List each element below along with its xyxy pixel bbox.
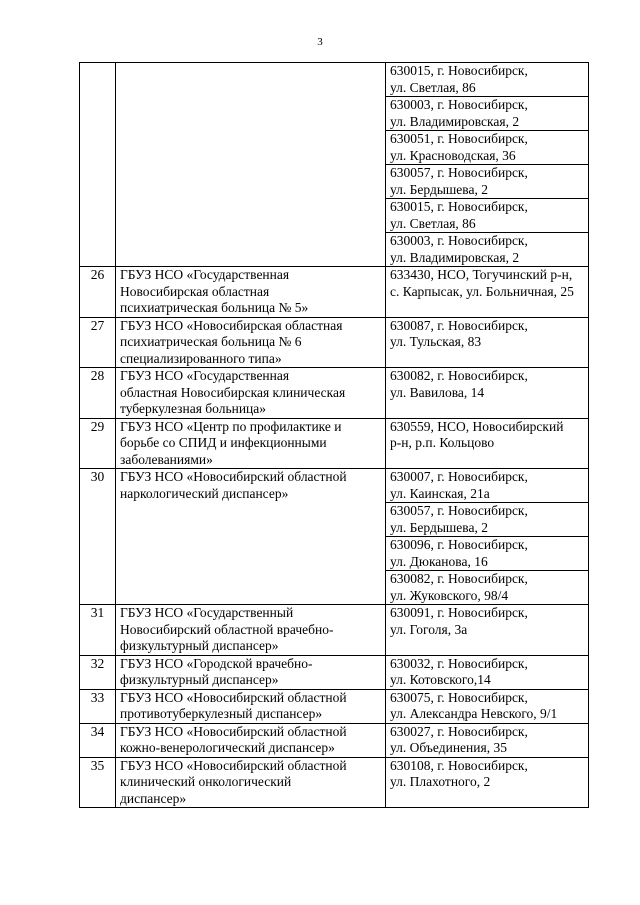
address-cell <box>386 571 589 605</box>
institution-name-line: ГБУЗ НСО «Новосибирская областная <box>120 317 343 333</box>
row-number: 31 <box>80 605 116 656</box>
address-line: 630057, г. Новосибирск, <box>390 165 528 180</box>
table-row <box>80 689 589 723</box>
address-cell <box>386 131 589 165</box>
address-line: 630108, г. Новосибирск, <box>390 757 528 773</box>
row-number: 34 <box>80 723 116 757</box>
institution-name <box>116 689 386 723</box>
address-line: 630096, г. Новосибирск, <box>390 537 528 552</box>
table-row <box>80 655 589 689</box>
address-line: 630051, г. Новосибирск, <box>390 131 528 146</box>
institution-name-line: психиатрическая больница № 6 <box>120 334 302 349</box>
institution-name <box>116 605 386 656</box>
row-number: 35 <box>80 757 116 808</box>
address-cell <box>386 199 589 233</box>
row-number: 28 <box>80 368 116 419</box>
table-row <box>80 469 589 503</box>
institution-name-line: психиатрическая больница № 5» <box>120 300 309 315</box>
address-line: ул. Александра Невского, 9/1 <box>390 706 558 721</box>
table-row <box>80 368 589 419</box>
address-line: ул. Жуковского, 98/4 <box>390 587 509 603</box>
address-line: 630082, г. Новосибирск, <box>390 571 528 586</box>
table-row <box>80 723 589 757</box>
address-line: 630015, г. Новосибирск, <box>390 199 528 214</box>
address-cell <box>386 605 589 656</box>
address-line: ул. Вавилова, 14 <box>390 384 485 400</box>
institution-name <box>116 368 386 419</box>
row-number: 27 <box>80 317 116 368</box>
institution-name-line: кожно-венерологический диспансер» <box>120 740 335 755</box>
institution-name-line: туберкулезная больница» <box>120 401 267 416</box>
address-line: ул. Котовского,14 <box>390 672 491 687</box>
institution-name <box>116 757 386 808</box>
institution-name-line: борьбе со СПИД и инфекционными <box>120 435 327 450</box>
address-line: ул. Бердышева, 2 <box>390 181 488 197</box>
address-line: ул. Красноводская, 36 <box>390 147 516 163</box>
address-line: 630075, г. Новосибирск, <box>390 689 528 705</box>
institution-name-line: физкультурный диспансер» <box>120 672 279 687</box>
institution-name-line: специализированного типа» <box>120 350 282 366</box>
address-line: ул. Светлая, 86 <box>390 215 476 231</box>
address-line: с. Карпысак, ул. Больничная, 25 <box>390 283 574 299</box>
table-row <box>80 757 589 808</box>
address-line: 633430, НСО, Тогучинский р-н, <box>390 267 573 282</box>
institution-name-line: областная Новосибирская клиническая <box>120 384 346 400</box>
institution-name-line: Новосибирская областная <box>120 283 270 299</box>
address-line: ул. Тульская, 83 <box>390 334 482 349</box>
row-number: 32 <box>80 655 116 689</box>
address-cell <box>386 469 589 503</box>
institution-name-line: ГБУЗ НСО «Новосибирский областной <box>120 689 347 705</box>
address-line: 630057, г. Новосибирск, <box>390 503 528 518</box>
address-cell <box>386 267 589 318</box>
address-line: 630015, г. Новосибирск, <box>390 63 528 78</box>
address-line: 630087, г. Новосибирск, <box>390 317 528 333</box>
institutions-table-body <box>80 63 589 808</box>
address-line: р-н, р.п. Кольцово <box>390 435 495 450</box>
table-row <box>80 605 589 656</box>
address-cell <box>386 503 589 537</box>
address-cell <box>386 757 589 808</box>
address-line: 630091, г. Новосибирск, <box>390 605 528 620</box>
table-row <box>80 267 589 318</box>
institution-name-line: физкультурный диспансер» <box>120 638 279 653</box>
table-row <box>80 317 589 368</box>
row-number: 29 <box>80 418 116 469</box>
address-line: ул. Плахотного, 2 <box>390 774 491 789</box>
institution-name <box>116 418 386 469</box>
row-number: 26 <box>80 267 116 318</box>
institution-name-line: противотуберкулезный диспансер» <box>120 706 323 721</box>
address-cell <box>386 368 589 419</box>
institutions-table <box>79 62 589 808</box>
address-cell <box>386 537 589 571</box>
address-line: 630032, г. Новосибирск, <box>390 655 528 671</box>
address-line: ул. Объединения, 35 <box>390 740 507 755</box>
institution-name-line: ГБУЗ НСО «Новосибирский областной <box>120 469 347 484</box>
address-line: 630082, г. Новосибирск, <box>390 368 528 383</box>
row-number: 33 <box>80 689 116 723</box>
address-line: ул. Светлая, 86 <box>390 79 476 95</box>
institution-name <box>116 723 386 757</box>
institution-name-line: ГБУЗ НСО «Государственная <box>120 267 290 282</box>
institution-name-line: ГБУЗ НСО «Городской врачебно- <box>120 655 313 671</box>
address-cell <box>386 689 589 723</box>
institution-name-line: клинический онкологический <box>120 774 292 789</box>
address-line: 630007, г. Новосибирск, <box>390 469 528 484</box>
institution-name <box>116 655 386 689</box>
institution-name-line: наркологический диспансер» <box>120 485 289 501</box>
address-cell <box>386 97 589 131</box>
row-number <box>80 63 116 267</box>
address-line: ул. Владимировская, 2 <box>390 249 520 265</box>
institution-name-line: диспансер» <box>120 790 187 806</box>
institution-name <box>116 63 386 267</box>
address-line: 630027, г. Новосибирск, <box>390 723 528 739</box>
address-cell <box>386 723 589 757</box>
institution-name-line: заболеваниями» <box>120 451 213 467</box>
institution-name-line: ГБУЗ НСО «Центр по профилактике и <box>120 418 342 434</box>
address-line: 630003, г. Новосибирск, <box>390 97 528 112</box>
institution-name-line: ГБУЗ НСО «Новосибирский областной <box>120 723 347 739</box>
address-line: 630559, НСО, Новосибирский <box>390 418 564 434</box>
address-line: ул. Каинская, 21а <box>390 485 490 501</box>
address-cell <box>386 165 589 199</box>
institution-name-line: ГБУЗ НСО «Государственный <box>120 605 294 620</box>
row-number: 30 <box>80 469 116 605</box>
institution-name-line: Новосибирский областной врачебно- <box>120 621 334 637</box>
institution-name-line: ГБУЗ НСО «Государственная <box>120 368 290 383</box>
address-line: ул. Бердышева, 2 <box>390 519 488 535</box>
institution-name <box>116 317 386 368</box>
table-row <box>80 63 589 97</box>
address-cell <box>386 63 589 97</box>
page-number: 3 <box>317 36 323 48</box>
institution-name-line: ГБУЗ НСО «Новосибирский областной <box>120 757 347 773</box>
address-cell <box>386 233 589 267</box>
address-cell <box>386 655 589 689</box>
address-line: ул. Владимировская, 2 <box>390 113 520 129</box>
address-cell <box>386 317 589 368</box>
institution-name <box>116 469 386 605</box>
table-row <box>80 418 589 469</box>
address-line: ул. Гоголя, 3а <box>390 621 468 637</box>
address-line: 630003, г. Новосибирск, <box>390 233 528 248</box>
institution-name <box>116 267 386 318</box>
address-cell <box>386 418 589 469</box>
address-line: ул. Дюканова, 16 <box>390 553 488 569</box>
